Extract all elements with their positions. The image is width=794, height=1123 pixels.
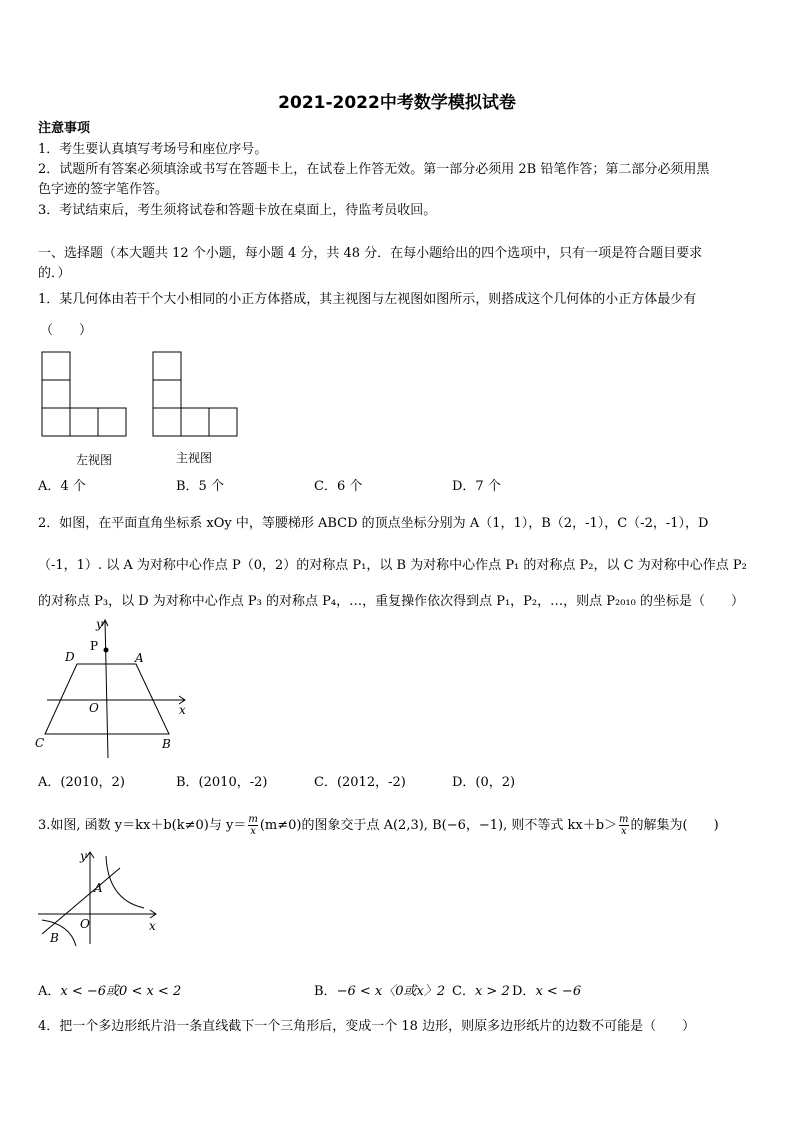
q3-option-c <box>452 984 510 1000</box>
q1-option-b: B．5 个 <box>176 479 224 494</box>
q3-option-b-math: −6 < x〈0或x〉2 <box>336 984 446 999</box>
q3-option-a-math: x < −6或0 < x < 2 <box>60 984 182 999</box>
q3-label-y: y <box>80 849 87 863</box>
q2-line-3: 的对称点 P₃，以 D 为对称中心作点 P₃ 的对称点 P₄，…，重复操作依次得到点 P₁，P₂，…，则点 P₂₀₁₀ 的坐标是（ ） <box>38 594 744 609</box>
q2-label-d: D <box>65 650 75 664</box>
q2-option-d: D．(0，2) <box>452 775 516 790</box>
q1-left-view-figure <box>41 351 129 437</box>
q2-label-y: y <box>96 617 103 631</box>
q3-stem-part-3: 的解集为( ) <box>630 818 719 833</box>
note-2-line-1: 2．试题所有答案必须填涂或书写在答题卡上，在试卷上作答无效。第一部分必须用 2B 铅笔作答；第二部分必须用黑 <box>38 162 710 177</box>
q1-paren: （ ） <box>40 323 93 338</box>
section-1-heading-line-2: 的．） <box>38 266 71 281</box>
q2-option-a: A．(2010，2) <box>38 775 125 790</box>
q3-label-b: B <box>50 931 59 945</box>
notes-heading: 注意事项 <box>38 121 91 136</box>
q2-label-o: O <box>89 701 99 715</box>
q2-label-p: P <box>90 639 99 653</box>
q3-option-a-label: A． <box>38 984 61 999</box>
q3-label-a: A <box>94 881 103 895</box>
section-1-heading-line-1: 一、选择题（本大题共 12 个小题，每小题 4 分，共 48 分．在每小题给出的四个选项中，只有一项是符合题目要求 <box>38 246 703 261</box>
q3-fraction-2 <box>619 814 628 837</box>
q1-main-view-figure <box>152 351 240 437</box>
note-3: 3．考试结束后，考生须将试卷和答题卡放在桌面上，待监考员收回。 <box>38 203 437 218</box>
q1-stem: 1．某几何体由若干个大小相同的小正方体搭成，其主视图与左视图如图所示，则搭成这个几何体的小正方体最少有 <box>38 292 697 307</box>
q2-option-b: B．(2010，-2) <box>176 775 268 790</box>
q3-fraction-2-denominator: x <box>620 826 627 837</box>
q1-left-view-label: 左视图 <box>76 453 113 467</box>
q3-option-d <box>512 984 581 1000</box>
q3-option-a <box>38 984 181 1000</box>
q3-fraction-2-numerator: m <box>619 814 629 825</box>
q1-option-c: C．6 个 <box>314 479 363 494</box>
q3-stem-part-2: (m≠0)的图象交于点 A(2,3), B(−6，−1), 则不等式 kx＋b＞ <box>259 818 618 833</box>
q2-label-a: A <box>135 651 144 665</box>
q2-line-2: （-1，1）. 以 A 为对称中心作点 P（0，2）的对称点 P₁，以 B 为对称中心作点 P₁ 的对称点 P₂，以 C 为对称中心作点 P₂ <box>38 558 747 573</box>
q3-stem-part-1: 3.如图, 函数 y＝kx＋b(k≠0)与 y＝ <box>38 818 247 833</box>
q3-fraction-1-denominator: x <box>250 826 256 837</box>
q3-label-x: x <box>149 919 156 933</box>
q3-option-b-label: B． <box>314 984 337 999</box>
q3-fraction-1 <box>248 814 257 837</box>
q3-stem <box>38 810 719 842</box>
q2-label-c: C <box>35 736 45 750</box>
page-title: 2021-2022中考数学模拟试卷 <box>278 93 516 113</box>
q1-option-d: D．7 个 <box>452 479 501 494</box>
q3-option-d-math: x < −6 <box>535 984 582 999</box>
q3-label-o: O <box>80 917 90 931</box>
q3-option-b <box>314 984 445 1000</box>
q3-option-c-label: C． <box>452 984 475 999</box>
q3-option-d-label: D． <box>512 984 536 999</box>
q4-stem: 4．把一个多边形纸片沿一条直线截下一个三角形后，变成一个 18 边形，则原多边形纸片的边数不可能是（ ） <box>38 1019 696 1034</box>
q1-main-view-label: 主视图 <box>176 451 213 465</box>
q2-label-x: x <box>179 703 186 717</box>
q2-option-c: C．(2012，-2) <box>314 775 406 790</box>
q2-trapezoid-figure <box>33 612 193 760</box>
q3-option-c-math: x > 2 <box>474 984 510 999</box>
note-1: 1．考生要认真填写考场号和座位序号。 <box>38 142 268 157</box>
q1-option-a: A．4 个 <box>38 479 86 494</box>
q3-fraction-1-numerator: m <box>248 814 258 825</box>
q3-function-graph <box>36 848 166 948</box>
q2-line-1: 2．如图，在平面直角坐标系 xOy 中，等腰梯形 ABCD 的顶点坐标分别为 A（1，1），B（2，-1），C（-2，-1），D <box>38 516 709 531</box>
note-2-line-2: 色字迹的签字笔作答。 <box>38 182 169 197</box>
q2-label-b: B <box>162 737 171 751</box>
